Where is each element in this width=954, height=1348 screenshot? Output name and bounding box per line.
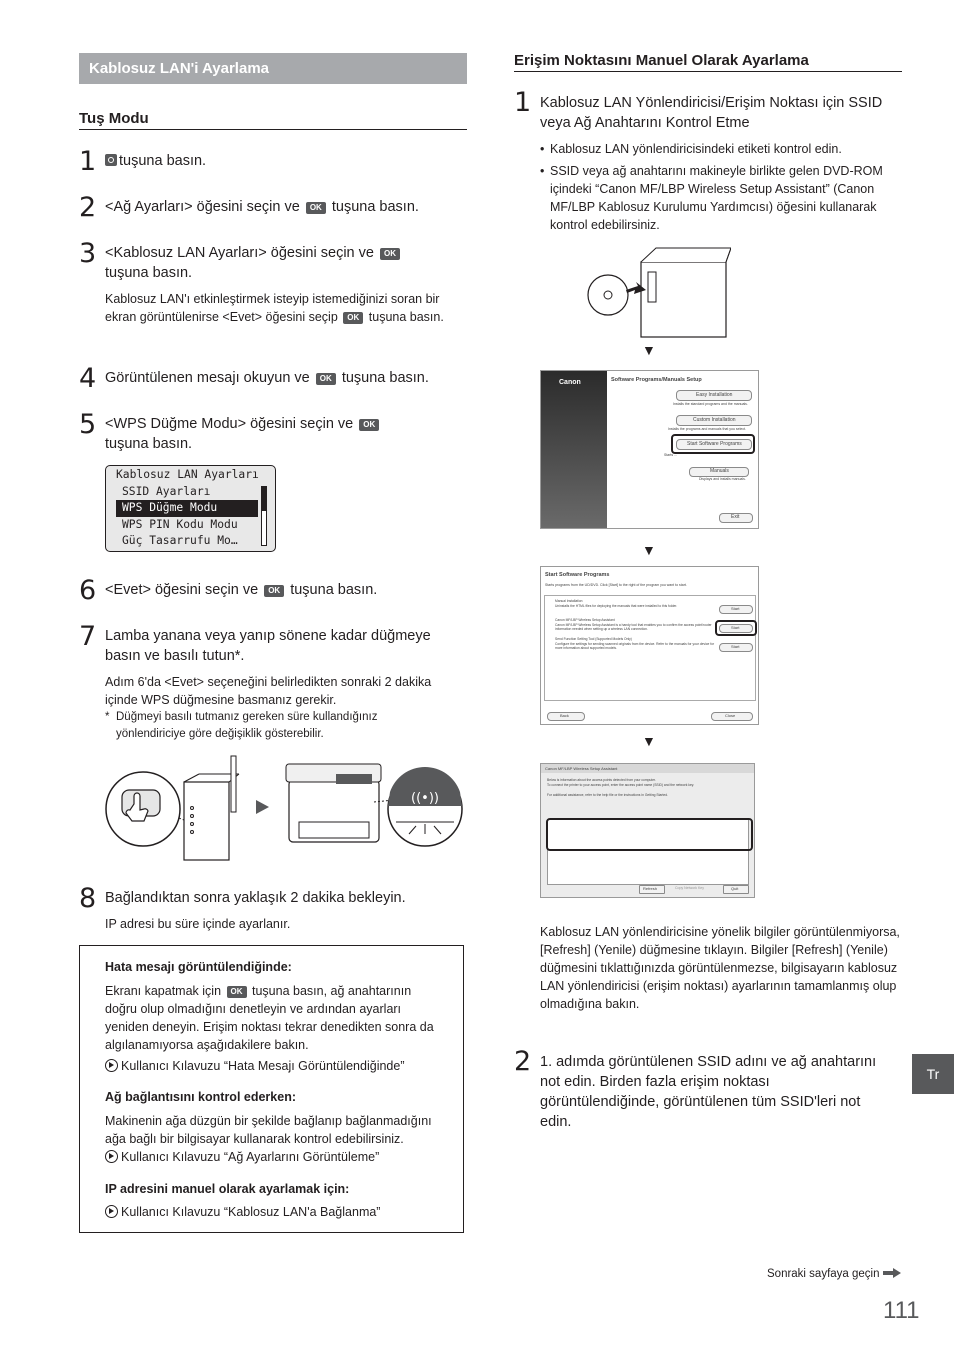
step-text-pre: <Ağ Ayarları> öğesini seçin ve	[105, 199, 300, 215]
box-paragraph-pre: Ekranı kapatmak için	[105, 984, 222, 998]
next-arrow-icon	[883, 1268, 901, 1278]
shot-desc: To connect the printer to your access point, enter the access point name (SSID) and the network key.	[547, 783, 695, 787]
ok-key-icon: OK	[380, 248, 400, 260]
ok-key-icon: OK	[227, 986, 247, 998]
box-paragraph	[105, 982, 445, 1054]
reference-arrow-icon	[105, 1205, 118, 1218]
copy-key-button: Copy Network Key	[675, 886, 704, 890]
step-text: Bağlandıktan sonra yaklaşık 2 dakika bekleyin.	[105, 890, 406, 906]
step-text-pre: <Kablosuz LAN Ayarları> öğesini seçin ve	[105, 245, 374, 261]
close-button: Close	[711, 712, 753, 721]
program-desc: Uninstalls the HTML files for deploying the manuals that were installed to this folder.	[555, 604, 678, 608]
program-desc: Configure the settings for sending scanned originals from the device. Refer to the manuals for your device for more information about supported models.	[555, 642, 715, 650]
step-number: 6	[79, 575, 97, 606]
step-number: 7	[79, 621, 97, 652]
list-item-text: SSID veya ağ anahtarını makineyle birlikte gelen DVD-ROM içindeki “Canon MF/LBP Wireless Setup Assistant” (Canon MF/LBP Kablosuz Kurulumu Yardımcısı) öğesini kullanarak kontrol edebilirsiniz.	[550, 164, 883, 232]
reference-arrow-icon	[105, 1150, 118, 1163]
shot-desc: For additional assistance, refer to the help file or the instructions in Getting Started.	[547, 793, 668, 797]
ok-key-icon: OK	[359, 419, 379, 431]
footnote: Düğmeyi basılı tutmanız gereken süre kullandığınız yönlendiriciye göre değişiklik gösterebilir.	[116, 711, 378, 740]
reference-text: Kullanıcı Kılavuzu “Kablosuz LAN'a Bağlanma”	[121, 1205, 381, 1219]
step-text-post: tuşuna basın.	[105, 265, 193, 281]
lcd-menu-item: SSID Ayarları	[122, 484, 211, 498]
down-arrow-icon: ▼	[642, 733, 656, 749]
down-arrow-icon: ▼	[642, 542, 656, 558]
manual-reference	[105, 1057, 404, 1075]
step-note: Adım 6'da <Evet> seçeneğini belirledikten sonraki 2 dakika içinde WPS düğmesine basmanız gerekir.	[105, 675, 432, 707]
step-text-label: tuşuna basın.	[119, 153, 207, 169]
step-text-pre: <WPS Düğme Modu> öğesini seçin ve	[105, 416, 354, 432]
step-number: 2	[514, 1046, 532, 1077]
shot-desc: Below is information about the access points detected from your computer.	[547, 778, 656, 782]
next-page-label: Sonraki sayfaya geçin	[767, 1268, 880, 1280]
shot-title: Canon MF/LBP Wireless Setup Assistant	[545, 766, 618, 771]
program-name: Send Function Setting Tool (Supported Models Only)	[555, 637, 632, 641]
manual-setup-heading: Erişim Noktasını Manuel Olarak Ayarlama	[514, 52, 902, 72]
step-note: IP adresi bu süre içinde ayarlanır.	[105, 917, 291, 931]
next-page-text	[767, 1266, 901, 1283]
step-number: 1	[79, 146, 97, 177]
start-button: Start	[719, 624, 753, 633]
start-software-programs-button: Start Software Programs	[676, 439, 752, 450]
ok-key-icon: OK	[316, 373, 336, 385]
shot-desc: Installs the standard programs and the manuals.	[673, 402, 748, 406]
box-heading: Ağ bağlantısını kontrol ederken:	[105, 1090, 296, 1104]
step-text-post: tuşuna basın.	[341, 370, 429, 386]
shot-title: Software Programs/Manuals Setup	[611, 377, 702, 383]
program-name: Canon MF/LBP Wireless Setup Assistant	[555, 618, 615, 622]
step-text	[105, 368, 470, 388]
step-text-pre: <Evet> öğesini seçin ve	[105, 582, 259, 598]
ok-key-icon: OK	[264, 585, 284, 597]
step-text	[105, 580, 465, 600]
step-number: 1	[514, 87, 532, 118]
step-text: Lamba yanana veya yanıp sönene kadar düğmeye basın ve basılı tutun*.	[105, 628, 431, 664]
arrow-right-icon	[256, 800, 269, 814]
start-button: Start	[719, 605, 753, 614]
note-post: tuşuna basın.	[368, 310, 444, 324]
step-text-post: tuşuna basın.	[105, 436, 193, 452]
list-item: • SSID veya ağ anahtarını makineyle birlikte gelen DVD-ROM içindeki “Canon MF/LBP Wireless Setup Assistant” (Canon MF/LBP Kablosuz Kurulumu Yardımcısı) öğesini kullanarak kontrol edebilirsiniz.	[540, 164, 883, 232]
info-box	[79, 945, 464, 1233]
canon-logo: Canon	[559, 379, 581, 386]
step-text-post: tuşuna basın.	[290, 582, 378, 598]
back-button: Back	[547, 712, 585, 721]
lcd-title: Kablosuz LAN Ayarları	[116, 468, 259, 481]
step-number: 4	[79, 363, 97, 394]
svg-text:((•)): ((•))	[411, 791, 439, 806]
reference-text: Kullanıcı Kılavuzu “Ağ Ayarlarını Görüntüleme”	[121, 1150, 380, 1164]
step-text	[105, 414, 405, 454]
box-paragraph: Makinenin ağa düzgün bir şekilde bağlanıp bağlanmadığını ağa bağlı bir bilgisayar kullanarak kontrol edebilirsiniz.	[105, 1114, 432, 1146]
router-icon	[184, 782, 229, 860]
highlight-frame	[715, 620, 757, 636]
list-item: • Kablosuz LAN yönlendiricisindeki etiketi kontrol edin.	[540, 142, 842, 156]
step-text: Kablosuz LAN Yönlendiricisi/Erişim Noktası için SSID veya Ağ Anahtarını Kontrol Etme	[540, 95, 883, 131]
page-number: 111	[883, 1297, 920, 1324]
shot-desc: Displays and installs manuals.	[699, 477, 746, 481]
exit-button: Exit	[719, 513, 753, 523]
step-text-post: tuşuna basın.	[331, 199, 419, 215]
program-name: Manual Installation	[555, 599, 583, 603]
setup-screenshot-3	[540, 763, 755, 898]
highlight-frame	[546, 818, 753, 851]
setup-screenshot-1	[540, 370, 759, 529]
dvd-insert-illustration	[586, 240, 731, 340]
list-item-text: Kablosuz LAN yönlendiricisindeki etiketi kontrol edin.	[550, 142, 842, 156]
custom-installation-button: Custom Installation	[676, 415, 752, 426]
shot-desc: Installs the programs and manuals that you select.	[668, 427, 747, 431]
reference-arrow-icon	[105, 1059, 118, 1072]
lcd-menu-item: WPS PIN Kodu Modu	[122, 517, 238, 531]
easy-installation-button: Easy Installation	[676, 390, 752, 401]
step-number: 8	[79, 883, 97, 914]
reference-text: Kullanıcı Kılavuzu “Hata Mesajı Görüntülendiğinde”	[121, 1059, 405, 1073]
down-arrow-icon: ▼	[642, 342, 656, 358]
step-note	[105, 290, 457, 326]
start-button: Start	[719, 643, 753, 652]
ok-key-icon: OK	[343, 312, 363, 324]
section-banner: Kablosuz LAN'i Ayarlama	[79, 53, 467, 84]
step-text: 1. adımda görüntülenen SSID adını ve ağ anahtarını not edin. Birden fazla erişim noktası görüntülendiğinde, görüntülenen tüm SSID'leri not edin.	[540, 1054, 877, 1130]
setup-screenshot-2	[540, 566, 759, 725]
home-key-icon	[105, 154, 117, 166]
shot-title: Start Software Programs	[545, 572, 610, 578]
manual-reference	[105, 1203, 380, 1221]
tus-modu-heading: Tuş Modu	[79, 110, 467, 130]
step-text	[105, 243, 445, 283]
highlight-frame	[671, 434, 755, 454]
shot-desc: Starts programs from the UD/DVD. Click [Start] to the right of the program you want to start.	[545, 583, 687, 587]
box-heading: Hata mesajı görüntülendiğinde:	[105, 960, 292, 974]
note-pre: Kablosuz LAN'ı etkinleştirmek isteyip istemediğinizi soran bir ekran görüntülenirse <Evet> öğesini seçip	[105, 292, 440, 324]
program-desc: Canon MF/LBP Wireless Setup Assistant is a handy tool that enables you to confirm the access point/router information needed when setting up a wireless LAN connection.	[555, 623, 712, 631]
footnote-mark: *	[105, 711, 110, 723]
ok-key-icon: OK	[306, 202, 326, 214]
quit-button: Quit	[723, 885, 749, 894]
manuals-button: Manuals	[689, 467, 749, 477]
lcd-screen	[105, 465, 276, 552]
bullet-list	[540, 140, 902, 234]
refresh-button: Refresh	[639, 885, 665, 894]
step-text-pre: Görüntülenen mesajı okuyun ve	[105, 370, 310, 386]
lcd-scrollbar	[261, 486, 267, 546]
wps-illustration	[104, 752, 466, 864]
refresh-paragraph: Kablosuz LAN yönlendiricisine yönelik bilgiler görüntülenmiyorsa, [Refresh] (Yenile) düğmesine tıklayın. Bilgiler [Refresh] (Yenile) düğmesini tıklattığınızda görüntülenmezse, bilgisayarın kablosuz LAN yönlendiricisi (erişim noktası) ayarlarının tamamlanmış olup olmadığına bakın.	[540, 925, 900, 1011]
shot-desc: Starts ...	[664, 453, 678, 457]
lcd-menu-item-selected: WPS Düğme Modu	[116, 500, 258, 517]
box-paragraph-post: tuşuna basın, ağ anahtarının doğru olup olmadığını denetleyin ve ardından ayarları yeniden deneyin. Erişim noktası tekrar denedikten sonra da algılanamıyorsa aşağıdakilere bakın.	[105, 984, 434, 1052]
step-text	[105, 197, 465, 217]
lcd-menu-item: Güç Tasarrufu Mo…	[122, 534, 238, 548]
step-number: 5	[79, 409, 97, 440]
language-tab: Tr	[912, 1054, 954, 1094]
step-text	[105, 151, 206, 171]
step-number: 3	[79, 238, 97, 269]
manual-reference	[105, 1148, 379, 1166]
step-number: 2	[79, 192, 97, 223]
box-heading: IP adresini manuel olarak ayarlamak için:	[105, 1182, 350, 1196]
